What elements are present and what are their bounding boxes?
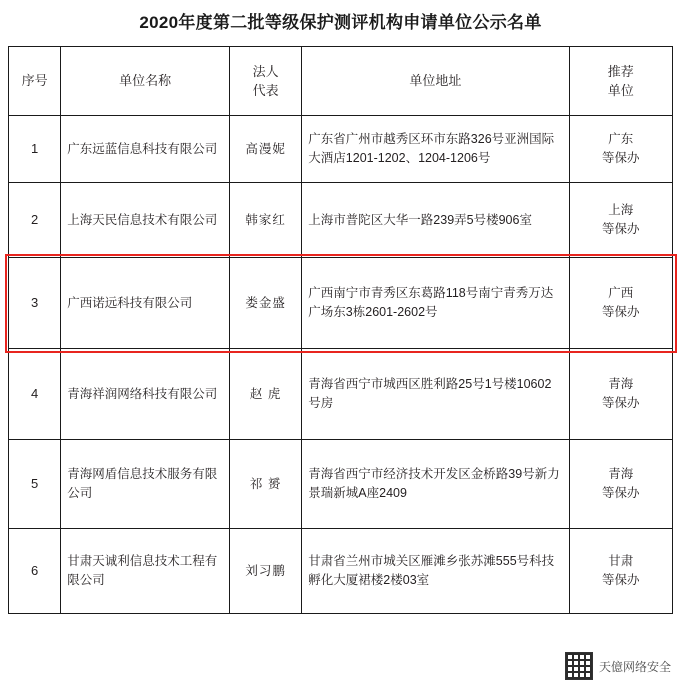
page-title: 2020年度第二批等级保护测评机构申请单位公示名单 <box>139 13 542 32</box>
cell-recommender <box>569 440 673 529</box>
table-row <box>9 529 673 614</box>
cell-seq: 6 <box>9 529 61 614</box>
cell-recommender-line2: 等保办 <box>601 396 640 411</box>
cell-company-name: 广西诺远科技有限公司 <box>61 258 230 349</box>
cell-address: 青海省西宁市经济技术开发区金桥路39号新力景瑞新城A座2409 <box>302 440 569 529</box>
cell-recommender <box>569 529 673 614</box>
column-header-recommender-line1: 推荐 <box>607 63 634 79</box>
cell-recommender-line2: 等保办 <box>601 151 640 166</box>
table-header-row <box>9 47 673 116</box>
wechat-account-name: 天億网络安全 <box>598 659 671 674</box>
cell-recommender-line1: 广东 <box>608 132 634 147</box>
column-header-representative-line2: 代表 <box>252 83 279 99</box>
cell-seq: 1 <box>9 116 61 183</box>
cell-recommender-line1: 青海 <box>608 377 634 392</box>
table-body <box>9 116 673 614</box>
qr-code-icon <box>565 652 593 680</box>
column-header-representative-line1: 法人 <box>252 63 279 79</box>
cell-recommender <box>569 116 673 183</box>
cell-address: 青海省西宁市城西区胜利路25号1号楼10602号房 <box>302 349 569 440</box>
table-row-highlighted <box>9 258 673 349</box>
column-header-seq: 序号 <box>9 47 61 116</box>
cell-recommender-line2: 等保办 <box>601 486 640 501</box>
column-header-name: 单位名称 <box>61 47 230 116</box>
cell-recommender <box>569 183 673 258</box>
cell-representative: 高漫妮 <box>229 116 301 183</box>
cell-representative: 赵 虎 <box>229 349 301 440</box>
cell-seq: 5 <box>9 440 61 529</box>
cell-company-name: 甘肃天诚利信息技术工程有限公司 <box>61 529 230 614</box>
cell-company-name: 青海祥润网络科技有限公司 <box>61 349 230 440</box>
cell-address: 上海市普陀区大华一路239弄5号楼906室 <box>302 183 569 258</box>
cell-representative: 祁 赟 <box>229 440 301 529</box>
column-header-representative <box>229 47 301 116</box>
cell-address: 甘肃省兰州市城关区雁滩乡张苏滩555号科技孵化大厦裙楼2楼03室 <box>302 529 569 614</box>
column-header-recommender <box>569 47 673 116</box>
cell-recommender-line1: 上海 <box>608 203 634 218</box>
wechat-account-badge[interactable] <box>561 649 675 683</box>
cell-address: 广西南宁市青秀区东葛路118号南宁青秀万达广场东3栋2601-2602号 <box>302 258 569 349</box>
cell-recommender-line1: 甘肃 <box>608 554 634 569</box>
table-row <box>9 349 673 440</box>
cell-recommender <box>569 258 673 349</box>
table-row <box>9 440 673 529</box>
cell-recommender-line2: 等保办 <box>601 305 640 320</box>
cell-representative: 娄金盛 <box>229 258 301 349</box>
cell-seq: 3 <box>9 258 61 349</box>
cell-address: 广东省广州市越秀区环市东路326号亚洲国际大酒店1201-1202、1204-1206号 <box>302 116 569 183</box>
cell-recommender <box>569 349 673 440</box>
cell-seq: 4 <box>9 349 61 440</box>
cell-seq: 2 <box>9 183 61 258</box>
public-notice-table <box>8 46 673 614</box>
column-header-address: 单位地址 <box>302 47 569 116</box>
cell-company-name: 青海网盾信息技术服务有限公司 <box>61 440 230 529</box>
cell-company-name: 上海天民信息技术有限公司 <box>61 183 230 258</box>
cell-recommender-line1: 青海 <box>608 467 634 482</box>
column-header-recommender-line2: 单位 <box>607 83 634 99</box>
table-row <box>9 116 673 183</box>
cell-representative: 韩家红 <box>229 183 301 258</box>
cell-representative: 刘习鹏 <box>229 529 301 614</box>
table-container <box>0 46 681 614</box>
cell-recommender-line2: 等保办 <box>601 222 640 237</box>
cell-recommender-line2: 等保办 <box>601 573 640 588</box>
cell-company-name: 广东远蓝信息科技有限公司 <box>61 116 230 183</box>
cell-recommender-line1: 广西 <box>608 286 634 301</box>
table-header <box>9 47 673 116</box>
table-row <box>9 183 673 258</box>
